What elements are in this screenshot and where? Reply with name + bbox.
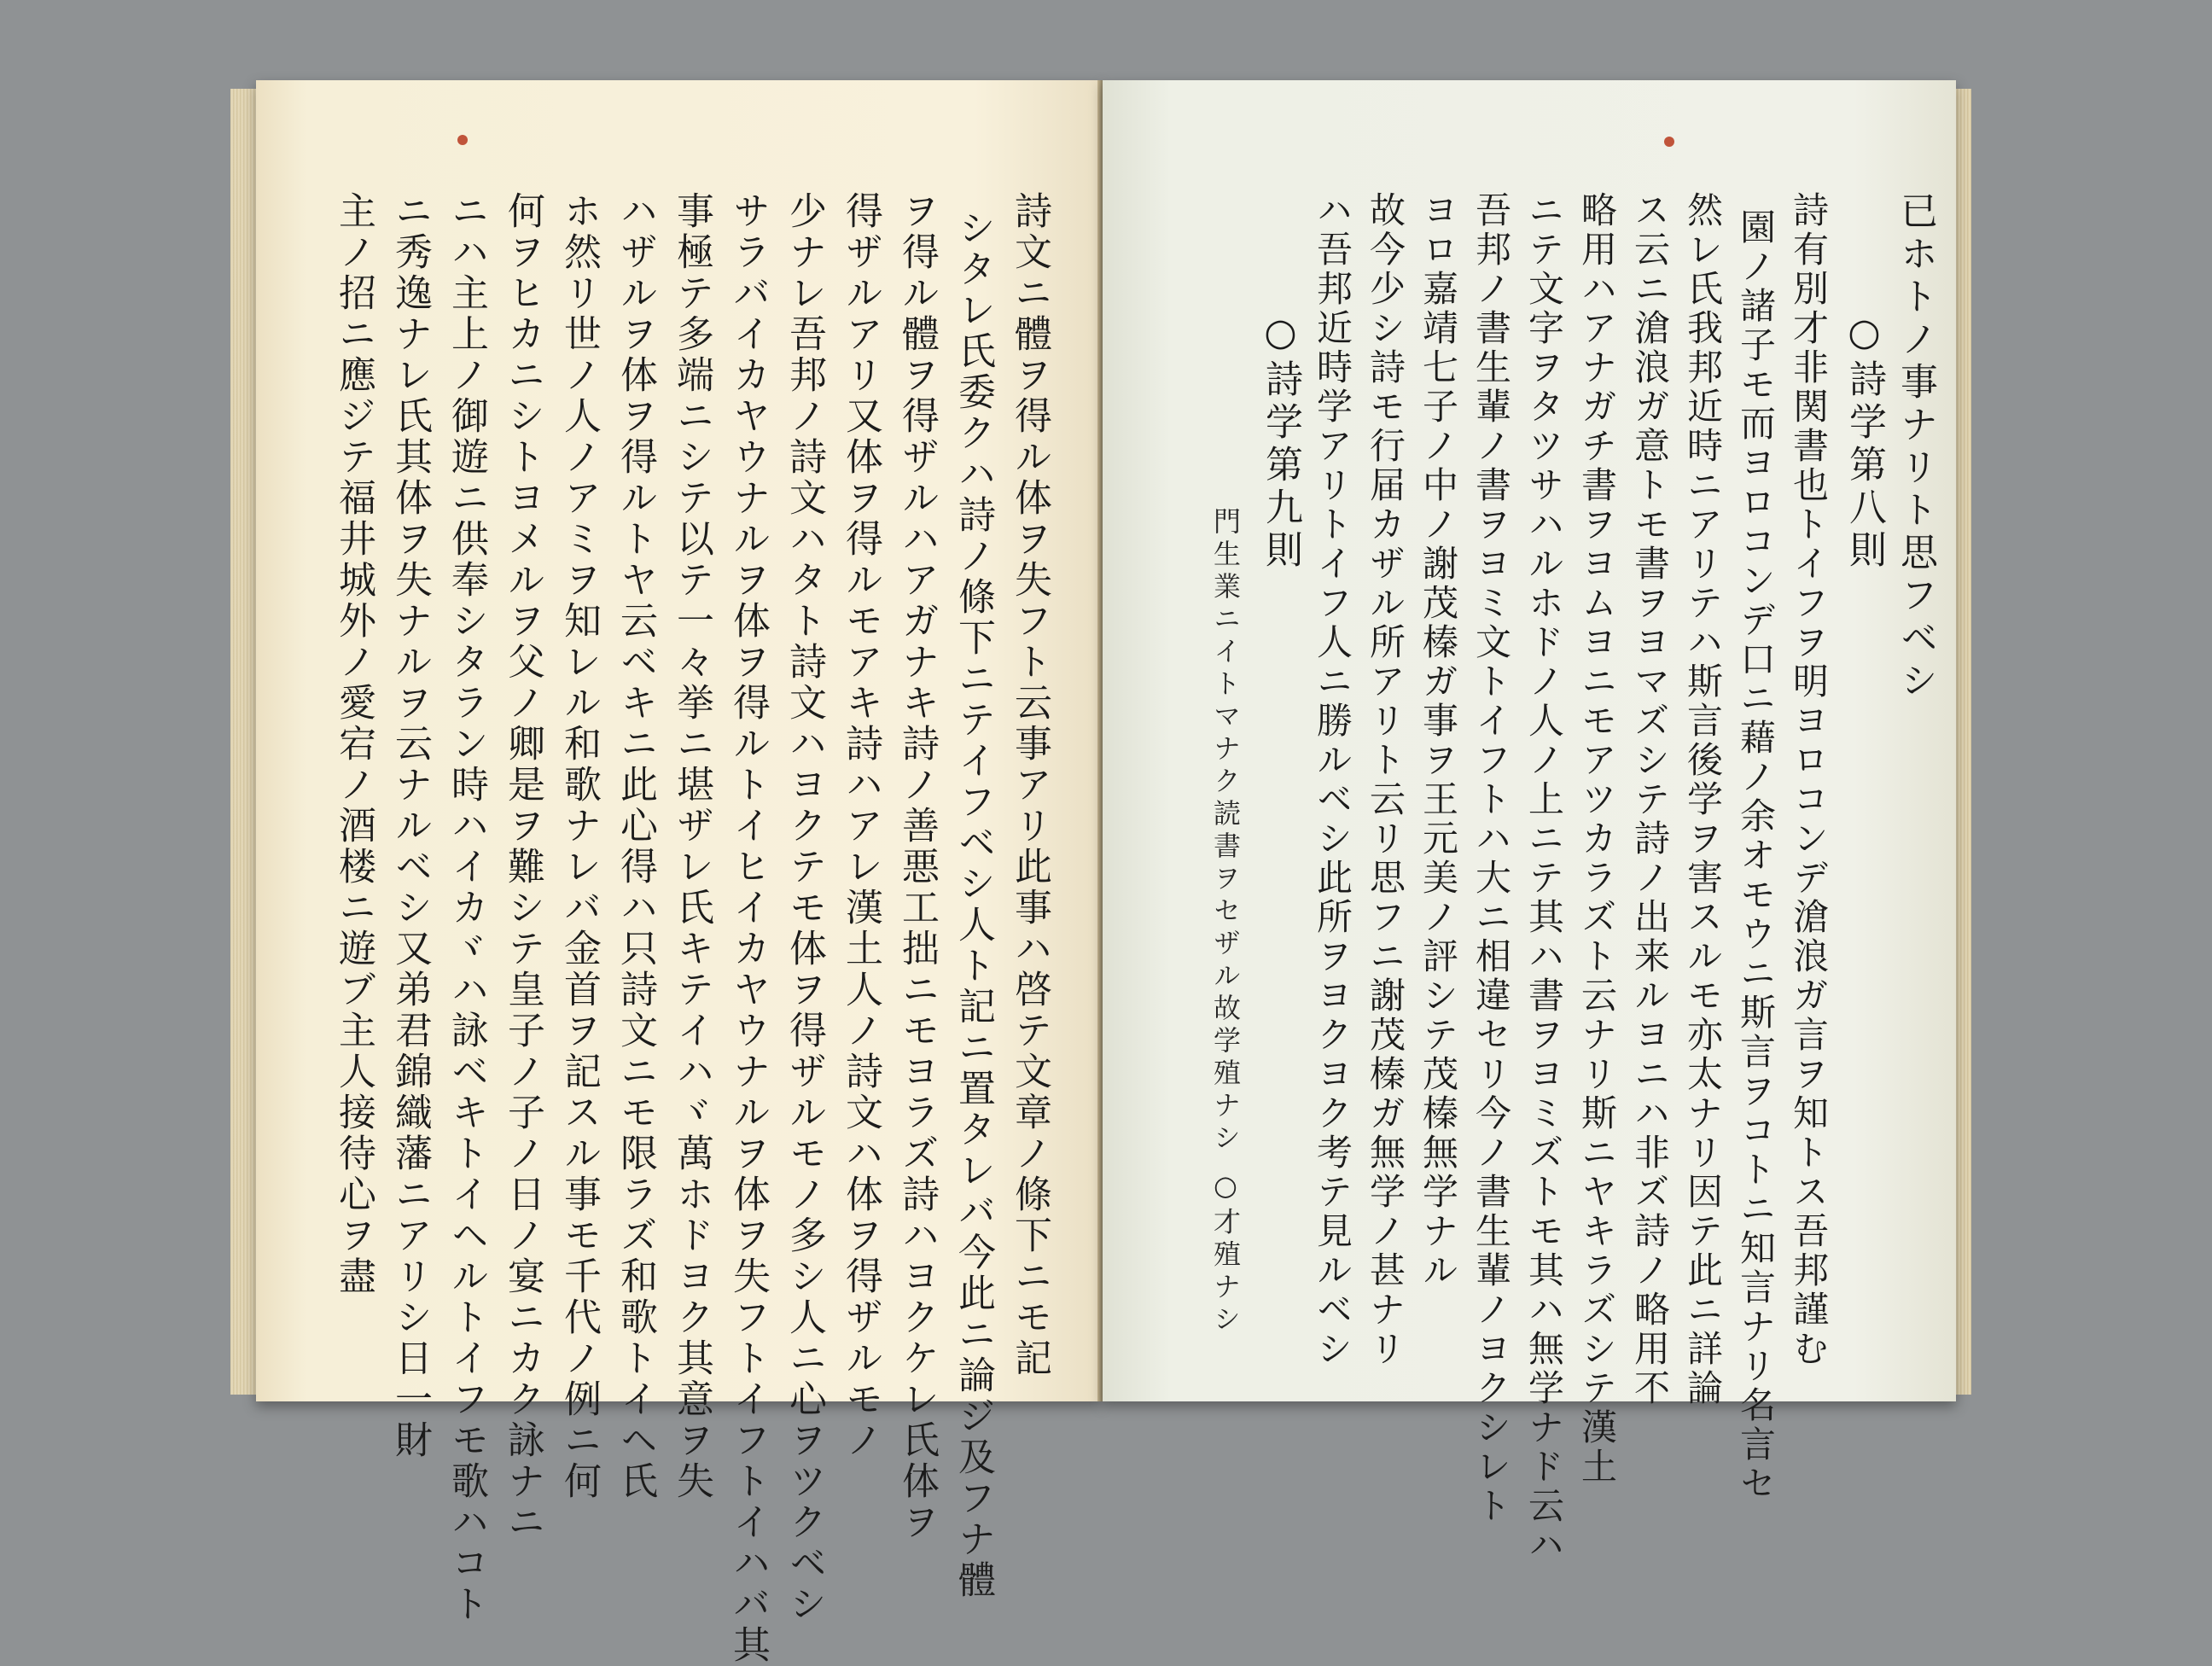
section-title: ○詩学第九則: [1259, 311, 1302, 573]
text-column: 故今少シ詩モ行届カザル所アリト云リ思フニ謝茂榛ガ無学ノ甚ナリ: [1365, 191, 1406, 1369]
text-column: サラバイカヤウナルヲ体ヲ得ルトイヒイカヤウナルヲ体ヲ失フトイフトイハバ其: [726, 191, 770, 1666]
right-page: [1103, 80, 1956, 1565]
page-edges-left: [230, 89, 258, 1395]
text-column: 吾邦ノ書生輩ノ書ヲヨミ文トイフトハ大ニ相違セリ今ノ書生輩ノヨクシレト: [1470, 191, 1512, 1526]
text-column: 詩文ニ體ヲ得ル体ヲ失フト云事アリ此事ハ啓テ文章ノ條下ニモ記: [1008, 191, 1051, 1379]
text-column: 得ザルアリ又体ヲ得ルモアキ詩ハアレ漢土人ノ詩文ハ体ヲ得ザルモノ: [839, 191, 882, 1461]
text-column: 詩有別才非関書也トイフヲ明ヨロコンデ滄浪ガ言ヲ知トス吾邦謹む: [1788, 191, 1830, 1369]
text-column: ニテ文字ヲタツサハルホドノ人ノ上ニテ其ハ書ヲヨミズトモ其ハ無学ナド云ハ: [1523, 191, 1565, 1565]
text-column: 何ヲヒカニシトヨメルヲ父ノ卿是ヲ難シテ皇子ノ子ノ日ノ宴ニカク詠ナニ: [501, 191, 544, 1543]
text-column: ス云ニ滄浪ガ意トモ書ヲヨマズシテ詩ノ出来ルヨニハ非ズ詩ノ略用不: [1629, 191, 1671, 1408]
open-book: [230, 70, 1971, 1666]
text-column: ハザルヲ体ヲ得ルトヤ云ベキニ此心得ハ只詩文ニモ限ラズ和歌トイヘ氏: [614, 191, 657, 1502]
text-column: ニ秀逸ナレ氏其体ヲ失ナルヲ云ナルベシ又弟君錦織藩ニアリシ日一財: [388, 191, 432, 1461]
header-line: 已ホトノ事ナリト思フベシ: [1894, 191, 1937, 703]
text-column: ホ然リ世ノ人ノアミヲ知レル和歌ナレバ金首ヲ記スル事モ千代ノ例ニ何: [557, 191, 601, 1502]
red-ink-mark: [1664, 137, 1674, 147]
red-ink-mark: [457, 135, 468, 145]
text-column: 少ナレ吾邦ノ詩文ハタト詩文ハヨクテモ体ヲ得ザルモノ多シ人ニ心ヲツクベシ: [783, 191, 826, 1625]
text-column: ハ吾邦近時学アリトイフ人ニ勝ルベシ此所ヲヨクヨク考テ見ルベシ: [1312, 191, 1353, 1369]
text-column: 園ノ諸子モ而ヨロコンデ口ニ藉ノ余オモウニ斯言ヲコトニ知言ナリ名言セ: [1735, 208, 1777, 1504]
text-column: 事極テ多端ニシテ以テ一々挙ニ堪ザレ氏キテイハヾ萬ホドヨク其意ヲ失: [670, 191, 713, 1502]
text-column: ヲ得ル體ヲ得ザルハアガナキ詩ノ善悪工拙ニモヨラズ詩ハヨクケレ氏体ヲ: [895, 191, 939, 1543]
text-column: 主ノ招ニ應ジテ福井城外ノ愛宕ノ酒楼ニ遊ブ主人接待心ヲ盡: [332, 191, 375, 1297]
section-title: ○詩学第八則: [1842, 311, 1886, 573]
text-column: ニハ主上ノ御遊ニ供奉シタラン時ハイカヾハ詠ベキトイヘルトイフモ歌ハコト: [445, 191, 488, 1625]
section-note: 門生業ニイトマナク読書ヲセザル故学殖ナシ ○才殖ナシ: [1209, 507, 1242, 1337]
text-column: ヨロ嘉靖七子ノ中ノ謝茂榛ガ事ヲ王元美ノ評シテ茂榛無学ナル: [1417, 191, 1459, 1290]
text-column: 略用ハアナガチ書ヲヨムヨニモアツカラズト云ナリ斯ニヤキラズシテ漢土: [1576, 191, 1618, 1487]
left-page: [256, 80, 1101, 1666]
text-column: シタレ氏委クハ詩ノ條下ニテイフベシ人ト記ニ置タレバ今此ニ論ジ及フナ體: [952, 208, 995, 1601]
text-column: 然レ氏我邦近時ニアリテハ斯言後学ヲ害スルモ亦太ナリ因テ此ニ詳論: [1682, 191, 1724, 1408]
